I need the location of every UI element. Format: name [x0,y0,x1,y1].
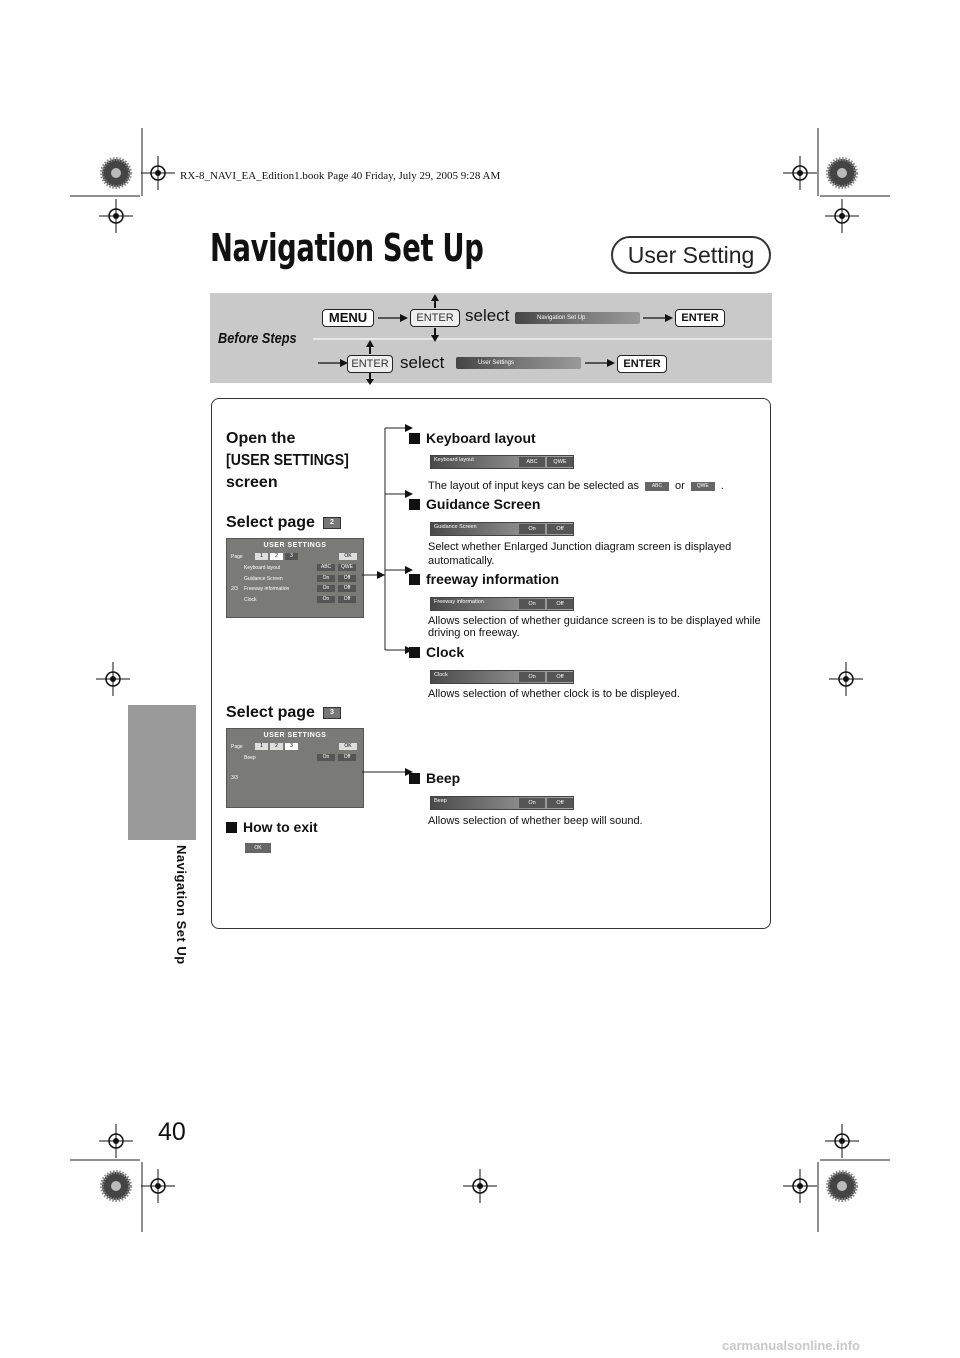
row-option-b: Off [338,575,356,582]
enter-key: ENTER [617,355,667,373]
qwe-option-inline: QWE [691,482,715,491]
page-count: 2/3 [231,586,238,592]
beep-label: Beep [426,770,461,786]
ok-button: OK [339,553,357,560]
on-option: On [519,524,545,534]
on-option: On [519,672,545,682]
side-tab-label: Navigation Set Up [174,845,189,965]
freeway-information-desc: Allows selection of whether guidance screen is to be displayed while driving on freeway. [428,615,761,639]
section-pill: User Setting [611,236,771,274]
ok-button: OK [339,743,357,750]
freeway-information-bar [430,597,574,611]
page-1-button: 1 [255,553,268,560]
desc-end: . [720,480,724,492]
page-label: Page [231,554,243,560]
watermark: carmanualsonline.info [722,1338,860,1353]
navigation-set-up-button: Navigation Set Up [515,312,640,324]
screen-title: USER SETTINGS [263,542,327,549]
row-label: Beep [244,755,256,761]
beep-heading [409,770,460,786]
user-settings-page2-screen [226,538,364,618]
clock-bar [430,670,574,684]
enter-key-joystick: ENTER [347,355,393,373]
open-heading [226,428,366,494]
page-count: 3/3 [231,775,238,781]
side-tab [128,705,196,840]
bar-label: Clock [434,672,448,678]
row-option-a: On [317,596,335,603]
abc-option-inline: ABC [645,482,669,491]
user-settings-page3-screen [226,728,364,808]
menu-key: MENU [322,309,374,327]
page-2-button: 2 [270,743,283,750]
screen-title: USER SETTINGS [263,732,327,739]
keyboard-layout-desc [428,479,724,493]
row-option-b: Off [338,596,356,603]
page-title: Navigation Set Up [210,226,484,270]
page-1-button: 1 [255,743,268,750]
guidance-screen-label: Guidance Screen [426,496,541,512]
connector-lines [360,420,420,800]
select-page-label: Select page [226,514,315,531]
on-option: On [519,798,545,808]
off-option: Off [547,672,573,682]
file-info: RX-8_NAVI_EA_Edition1.book Page 40 Friday, July 29, 2005 9:28 AM [180,170,501,182]
desc-or: or [674,480,685,492]
freeway-information-label: freeway information [426,571,560,587]
bullet-square-icon [409,773,420,784]
keyboard-layout-heading [409,430,536,446]
desc-text: The layout of input keys can be selected as [428,480,639,492]
off-option: Off [547,599,573,609]
bullet-square-icon [409,574,420,585]
enter-key-joystick: ENTER [410,309,460,327]
clock-heading [409,644,464,660]
row-option-a: On [317,575,335,582]
row-option-a: ABC [317,564,335,571]
bar-label: Keyboard layout [434,457,474,463]
open-heading-line1: Open the [226,430,296,447]
bar-label: Freeway information [434,599,484,605]
qwe-option: QWE [547,457,573,467]
how-to-exit-label: How to exit [243,819,318,835]
user-settings-button: User Settings [456,357,581,369]
row-label: Freeway information [244,586,290,592]
page-3-button: 3 [285,553,298,560]
beep-bar [430,796,574,810]
bar-label: Guidance Screen [434,524,477,530]
select-page-2-heading [226,514,341,532]
row-option-a: On [317,585,335,592]
row-label: Guidance Screen [244,576,283,582]
freeway-information-heading [409,571,559,587]
page-2-badge: 2 [323,517,341,529]
guidance-screen-desc: Select whether Enlarged Junction diagram screen is displayed automatically. [428,541,732,567]
abc-option: ABC [519,457,545,467]
page-number: 40 [158,1118,186,1146]
how-to-exit-heading [226,819,318,835]
row-option-b: Off [338,585,356,592]
bullet-square-icon [226,822,237,833]
bar-label: Beep [434,798,447,804]
page-2-button: 2 [270,553,283,560]
row-option-b: QWE [338,564,356,571]
select-page-label: Select page [226,704,315,721]
select-word: select [465,306,510,325]
off-option: Off [547,524,573,534]
clock-label: Clock [426,644,465,660]
open-heading-line2: [USER SETTINGS] [226,452,349,469]
page-3-badge: 3 [323,707,341,719]
row-option-a: On [317,754,335,761]
off-option: Off [547,798,573,808]
bullet-square-icon [409,647,420,658]
select-page-3-heading [226,704,341,722]
exit-ok-button: OK [245,843,271,853]
guidance-screen-bar [430,522,574,536]
bullet-square-icon [409,433,420,444]
page-3-button: 3 [285,743,298,750]
keyboard-layout-label: Keyboard layout [426,430,536,446]
open-heading-line3: screen [226,474,278,491]
enter-key: ENTER [675,309,725,327]
row-label: Clock [244,597,257,603]
bullet-square-icon [409,499,420,510]
beep-desc: Allows selection of whether beep will sound. [428,815,643,827]
select-word: select [400,353,445,372]
clock-desc: Allows selection of whether clock is to be displeyed. [428,688,680,700]
guidance-screen-heading [409,496,540,512]
page-label: Page [231,744,243,750]
row-label: Keyboard layout [244,565,281,571]
row-option-b: Off [338,754,356,761]
keyboard-layout-bar [430,455,574,469]
on-option: On [519,599,545,609]
before-steps-title: Before Steps [218,330,297,347]
